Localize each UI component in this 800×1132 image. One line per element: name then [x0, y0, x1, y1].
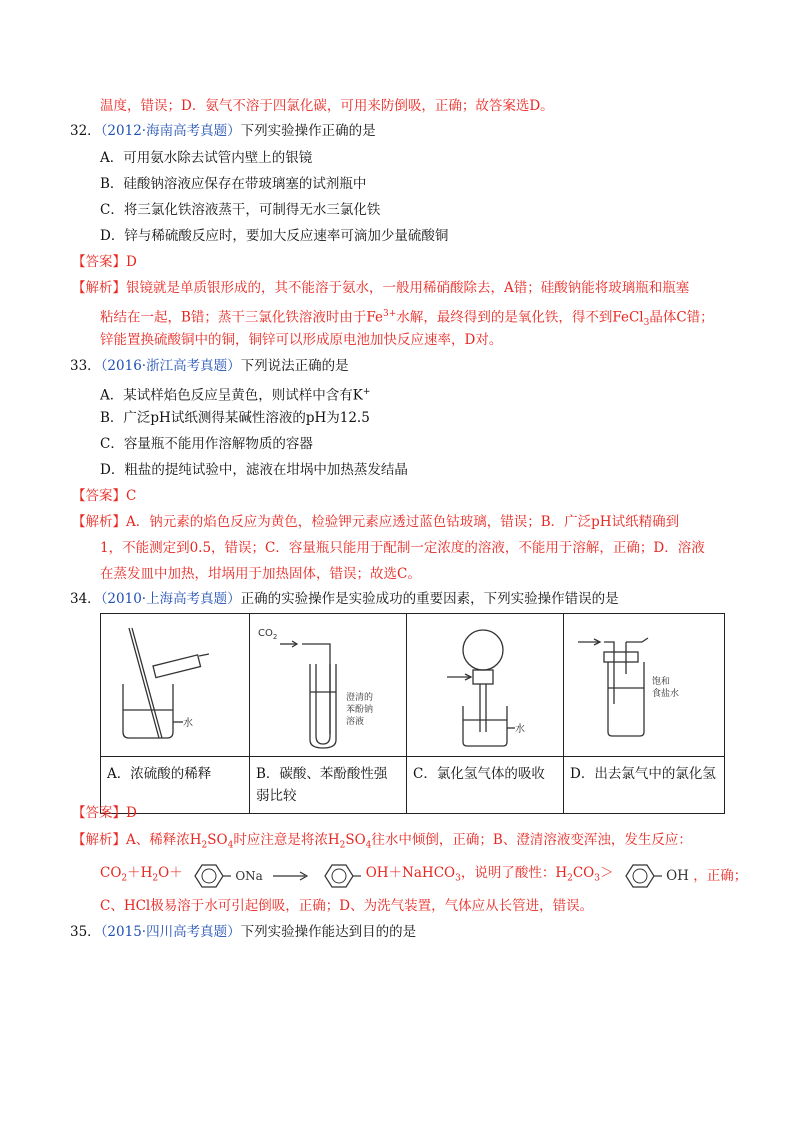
caption-b: B．碳酸、苯酚酸性强弱比较 — [250, 757, 407, 814]
apparatus-a-cell — [101, 614, 250, 757]
apparatus-b-image — [250, 614, 406, 752]
option-a: A．某试样焰色反应呈黄色，则试样中含有K+ — [100, 387, 371, 404]
svg-text:澄清的: 澄清的 — [346, 693, 374, 703]
option-a: A．可用氨水除去试管内壁上的银镜 — [100, 150, 313, 166]
analysis-33-line1: 【解析】A．钠元素的焰色反应为黄色，检验钾元素应透过蓝色钴玻璃，错误；B．广泛pH试纸精确到 — [72, 514, 680, 530]
apparatus-a-image — [101, 614, 249, 752]
svg-text:溶液: 溶液 — [346, 717, 365, 727]
analysis-33-line3: 在蒸发皿中加热，坩埚用于加热固体，错误；故选C。 — [100, 566, 421, 582]
question-source: （2012·海南高考真题） — [100, 123, 241, 139]
svg-text:食盐水: 食盐水 — [652, 689, 680, 699]
svg-text:水: 水 — [183, 718, 193, 729]
question-number: 34． — [70, 591, 101, 607]
question-number: 35． — [70, 924, 101, 940]
analysis-34-line3: C、HCl极易溶于水可引起倒吸，正确；D、为洗气装置，气体应从长管进，错误。 — [100, 898, 594, 914]
analysis-32-line2: 粘结在一起，B错；蒸干三氯化铁溶液时由于$Fe^{3+}$水解，最终得到的是氧化铁，得不到FeCl$_3$晶体C错； — [100, 309, 714, 329]
benzene-ring-icon — [317, 861, 361, 891]
reaction-arrow-icon — [267, 861, 313, 891]
question-stem: 下列说法正确的是 — [240, 358, 349, 374]
option-d: D．锌与稀硫酸反应时，要加大反应速率可滴加少量硫酸铜 — [100, 228, 449, 244]
svg-text:水: 水 — [515, 724, 525, 735]
question-34-header — [70, 589, 619, 609]
question-number: 33． — [70, 358, 101, 374]
answer-33: 【答案】C — [72, 488, 137, 504]
apparatus-d-image — [564, 614, 720, 752]
question-source: （2010·上海高考真题） — [100, 591, 241, 607]
question-stem: 下列实验操作正确的是 — [240, 123, 376, 139]
apparatus-b-cell — [250, 614, 407, 757]
question-stem: 正确的实验操作是实验成功的重要因素，下列实验操作错误的是 — [240, 591, 619, 607]
apparatus-d-cell — [564, 614, 725, 757]
caption-a: A．浓硫酸的稀释 — [101, 757, 250, 814]
question-stem: 下列实验操作能达到目的的是 — [240, 924, 417, 940]
option-c: C．容量瓶不能用作溶解物质的容器 — [100, 436, 313, 452]
svg-text:CO2: $CO_2$ — [258, 628, 278, 641]
apparatus-c-image — [407, 614, 563, 752]
analysis-32-line3: 锌能置换硫酸铜中的铜，铜锌可以形成原电池加快反应速率，D对。 — [100, 332, 503, 348]
question-source: （2016·浙江高考真题） — [100, 358, 241, 374]
question-32-header — [70, 121, 376, 141]
analysis-33-line2: 1，不能测定到0.5，错误；C．容量瓶只能用于配制一定浓度的溶液，不能用于溶解，正确；D．溶液 — [100, 540, 705, 556]
analysis-34-equation: $CO_2+H_2O+$ ONa OH＋NaHCO$_3$，说明了酸性：$H_2CO_3>$ OH ，正确； — [100, 858, 747, 888]
option-b: B．广泛pH试纸测得某碱性溶液的pH为12.5 — [100, 410, 370, 426]
svg-text:苯酚钠: 苯酚钠 — [346, 705, 374, 715]
benzene-ring-icon — [618, 861, 662, 891]
caption-c: C．氯化氢气体的吸收 — [407, 757, 564, 814]
analysis-34-line1: 【解析】A、稀释浓$H_2SO_4$时应注意是将浓$H_2SO_4$往水中倾倒，正确；B、澄清溶液变浑浊，发生反应： — [72, 832, 692, 851]
apparatus-c-cell — [407, 614, 564, 757]
benzene-ring-icon — [187, 861, 231, 891]
analysis-32-line1: 【解析】银镜就是单质银形成的，其不能溶于氨水，一般用稀硝酸除去，A错；硅酸钠能将玻璃瓶和瓶塞 — [72, 280, 690, 296]
caption-d: D．出去氯气中的氯化氢 — [564, 757, 725, 814]
question-source: （2015·四川高考真题） — [100, 924, 241, 940]
option-c: C．将三氯化铁溶液蒸干，可制得无水三氯化铁 — [100, 202, 381, 218]
svg-text:饱和: 饱和 — [652, 677, 671, 687]
prev-analysis-tail: 温度，错误；D．氨气不溶于四氯化碳，可用来防倒吸，正确；故答案选D。 — [100, 98, 554, 114]
question-number: 32． — [70, 123, 101, 139]
answer-34: 【答案】D — [72, 805, 137, 821]
option-d: D．粗盐的提纯试验中，滤液在坩埚中加热蒸发结晶 — [100, 462, 408, 478]
answer-32: 【答案】D — [72, 254, 137, 270]
question-33-header — [70, 356, 349, 376]
apparatus-figure-table — [100, 613, 725, 814]
option-b: B．硅酸钠溶液应保存在带玻璃塞的试剂瓶中 — [100, 176, 367, 192]
question-35-header — [70, 922, 416, 942]
